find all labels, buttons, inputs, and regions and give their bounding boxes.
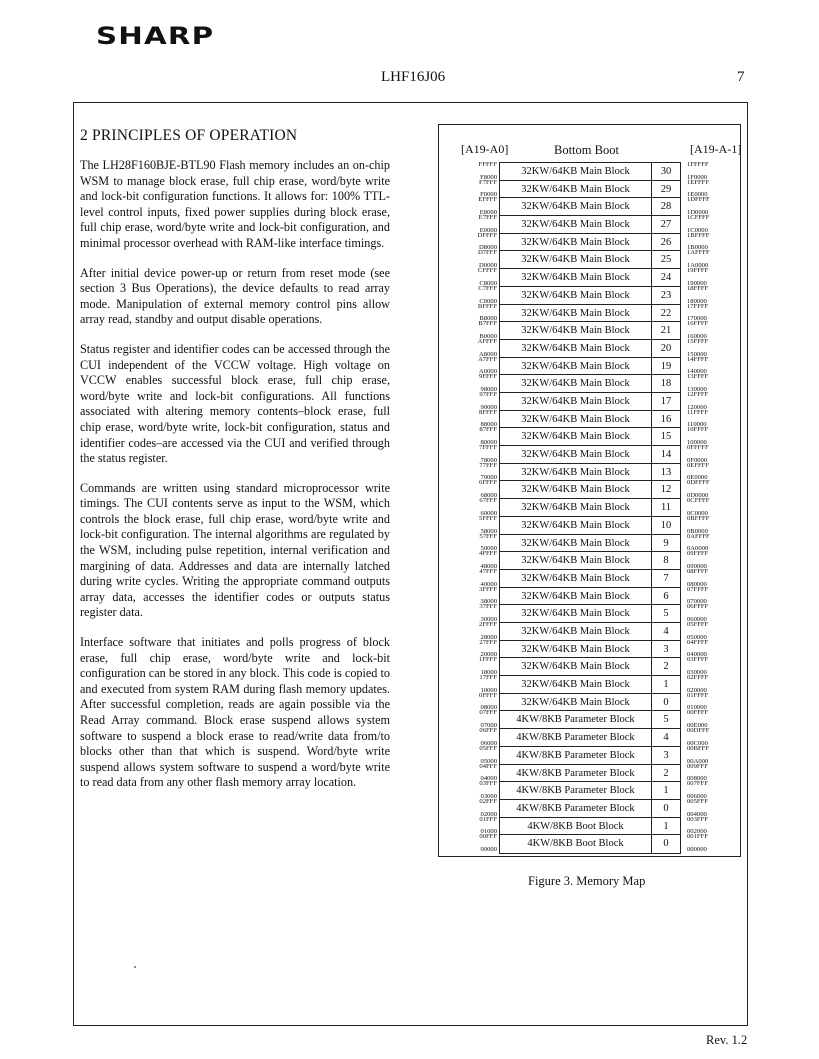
memory-block-number: 10 bbox=[660, 519, 672, 531]
address-label: 5FFFF bbox=[479, 514, 497, 522]
address-label: 05FFFF bbox=[687, 621, 709, 628]
address-label: 01FFF bbox=[479, 815, 497, 823]
address-label: 005FFF bbox=[687, 797, 708, 805]
address-label: 1C0000 bbox=[687, 226, 708, 234]
memory-block-number: 21 bbox=[660, 325, 672, 337]
address-label: 70000 bbox=[480, 474, 497, 482]
address-label: 1FFFF bbox=[479, 656, 497, 664]
address-label: 0E0000 bbox=[687, 474, 708, 482]
address-label: 140000 bbox=[687, 368, 707, 376]
address-label: 58000 bbox=[480, 527, 497, 535]
memory-block-name: 32KW/64KB Main Block bbox=[500, 375, 652, 392]
address-label: 57FFF bbox=[479, 532, 497, 540]
address-label: 50000 bbox=[480, 545, 497, 553]
stray-dot bbox=[134, 966, 136, 968]
address-label: 14FFFF bbox=[687, 355, 709, 363]
memory-block-number: 18 bbox=[660, 378, 672, 390]
address-label: 1A0000 bbox=[687, 262, 709, 270]
address-label: B8000 bbox=[479, 315, 497, 323]
address-label: 110000 bbox=[687, 421, 707, 429]
memory-block-name: 32KW/64KB Main Block bbox=[500, 623, 652, 640]
document-id: LHF16J06 bbox=[381, 69, 446, 85]
memory-block-row bbox=[500, 322, 680, 340]
address-label: 0EFFFF bbox=[687, 461, 709, 469]
address-label: 01000 bbox=[480, 828, 497, 836]
address-label: 0A0000 bbox=[687, 545, 709, 553]
memory-block-row bbox=[500, 358, 680, 376]
address-label: E7FFF bbox=[478, 214, 497, 222]
address-label: 98000 bbox=[480, 386, 497, 393]
memory-block-number: 13 bbox=[660, 466, 672, 478]
address-label: 010000 bbox=[687, 704, 707, 712]
memory-block-row bbox=[500, 305, 680, 323]
memory-block-row bbox=[500, 535, 680, 553]
memory-block-name: 32KW/64KB Main Block bbox=[500, 517, 652, 534]
memory-block-name: 32KW/64KB Main Block bbox=[500, 163, 652, 180]
memory-block-name: 32KW/64KB Main Block bbox=[500, 676, 652, 693]
memory-block-row bbox=[500, 605, 680, 623]
memory-block-number: 2 bbox=[663, 661, 669, 673]
memory-block-row bbox=[500, 694, 680, 712]
address-label: 3FFFF bbox=[479, 585, 497, 593]
address-label: 00C000 bbox=[687, 739, 708, 747]
address-label: 08000 bbox=[480, 704, 497, 712]
memory-block-number: 3 bbox=[663, 643, 669, 655]
memory-block-name: 32KW/64KB Main Block bbox=[500, 481, 652, 498]
address-label: 13FFFF bbox=[687, 373, 709, 381]
address-label: 87FFF bbox=[479, 426, 497, 434]
memory-block-number: 3 bbox=[663, 749, 669, 761]
address-label: 7FFFF bbox=[479, 444, 497, 452]
memory-block-number: 4 bbox=[663, 626, 669, 637]
memory-block-row bbox=[500, 623, 680, 641]
address-label: 48000 bbox=[480, 562, 497, 570]
memory-block-name: 32KW/64KB Main Block bbox=[500, 658, 652, 675]
memory-block-row bbox=[500, 800, 680, 818]
address-label: 0C0000 bbox=[687, 509, 708, 517]
address-label: 20000 bbox=[480, 651, 497, 659]
address-label: 08FFFF bbox=[687, 567, 709, 575]
memory-block-name: 4KW/8KB Parameter Block bbox=[500, 782, 652, 799]
address-label: 001FFF bbox=[687, 833, 708, 841]
memory-block-row bbox=[500, 464, 680, 482]
memory-block-name: 32KW/64KB Main Block bbox=[500, 428, 652, 445]
address-label: 04FFF bbox=[479, 762, 497, 770]
memory-block-name: 32KW/64KB Main Block bbox=[500, 588, 652, 605]
address-label: 07000 bbox=[480, 722, 497, 730]
memory-map-title: Bottom Boot bbox=[554, 143, 619, 157]
address-label: 0FFFFF bbox=[687, 444, 709, 452]
address-label: 00DFFF bbox=[687, 727, 710, 735]
address-label: 000000 bbox=[687, 846, 707, 853]
memory-block-row bbox=[500, 676, 680, 694]
address-label: 18000 bbox=[480, 669, 497, 677]
memory-block-number: 1 bbox=[663, 820, 669, 832]
address-label: 30000 bbox=[480, 616, 497, 623]
memory-block-row bbox=[500, 446, 680, 464]
memory-block-number: 14 bbox=[660, 449, 672, 461]
memory-block-row bbox=[500, 517, 680, 535]
address-label: 6FFFF bbox=[479, 479, 497, 487]
memory-block-number: 6 bbox=[663, 590, 669, 602]
memory-block-number: 29 bbox=[660, 183, 672, 195]
address-label: 002000 bbox=[687, 828, 707, 836]
address-label: 060000 bbox=[687, 616, 707, 623]
address-label: 88000 bbox=[480, 421, 497, 429]
memory-block-number: 30 bbox=[660, 166, 672, 177]
address-label: 11FFFF bbox=[687, 408, 709, 416]
memory-block-row bbox=[500, 375, 680, 393]
address-label: E0000 bbox=[479, 226, 497, 234]
address-label: 05000 bbox=[480, 757, 497, 765]
address-label: 19FFFF bbox=[687, 267, 709, 275]
address-label: 0BFFFF bbox=[687, 514, 710, 522]
address-label: 0B0000 bbox=[687, 527, 708, 535]
memory-block-row bbox=[500, 393, 680, 411]
address-label: FFFFF bbox=[478, 161, 497, 168]
address-label: CFFFF bbox=[477, 267, 497, 275]
memory-block-name: 32KW/64KB Main Block bbox=[500, 358, 652, 375]
memory-block-row bbox=[500, 570, 680, 588]
memory-block-row bbox=[500, 216, 680, 234]
memory-block-row bbox=[500, 641, 680, 659]
memory-block-number: 26 bbox=[660, 236, 672, 248]
memory-block-name: 32KW/64KB Main Block bbox=[500, 552, 652, 569]
memory-block-name: 32KW/64KB Main Block bbox=[500, 464, 652, 481]
address-label: 1D0000 bbox=[687, 209, 709, 217]
address-label: 030000 bbox=[687, 669, 707, 677]
address-label: 01FFFF bbox=[687, 691, 709, 699]
memory-block-name: 4KW/8KB Parameter Block bbox=[500, 800, 652, 817]
memory-block-name: 32KW/64KB Main Block bbox=[500, 446, 652, 463]
address-label: 1E0000 bbox=[687, 191, 708, 199]
memory-block-number: 20 bbox=[660, 342, 672, 354]
paragraph-5: Interface software that initiates and polls progress of block erase, full chip erase, word/byte write and lock-bit configuration can be stored in any block. This code is copied to and executed from system RAM during flash memory updates. After successful completion, reads are again possible via the Read Array command. Block erase suspend allows system software to suspend a block erase to read/write data from/to blocks other than that which is suspend. Word/byte write suspend allows system software to suspend a word/byte write to read data from any other flash memory array location. bbox=[80, 635, 390, 790]
address-label: 03FFFF bbox=[687, 656, 709, 664]
memory-block-row bbox=[500, 481, 680, 499]
address-label: 04FFFF bbox=[687, 638, 709, 646]
figure-caption: Figure 3. Memory Map bbox=[528, 874, 646, 888]
memory-block-number: 12 bbox=[660, 484, 672, 496]
memory-block-number: 15 bbox=[660, 431, 672, 443]
address-label: 03FFF bbox=[479, 780, 497, 788]
memory-block-number: 1 bbox=[663, 785, 669, 797]
address-label: 07FFF bbox=[479, 709, 497, 717]
memory-block-name: 32KW/64KB Main Block bbox=[500, 251, 652, 268]
memory-block-row bbox=[500, 835, 680, 853]
memory-block-number: 23 bbox=[660, 289, 672, 301]
address-label: A7FFF bbox=[477, 355, 497, 363]
address-label: DFFFF bbox=[477, 231, 497, 239]
memory-block-row bbox=[500, 181, 680, 199]
memory-block-number: 27 bbox=[660, 219, 672, 231]
memory-block-row bbox=[500, 287, 680, 305]
address-label: D8000 bbox=[479, 244, 497, 252]
memory-block-number: 25 bbox=[660, 254, 672, 266]
memory-block-number: 4 bbox=[663, 732, 669, 744]
paragraph-3: Status register and identifier codes can be accessed through the CUI independent of the VCCW voltage. High voltage on VCCW enables successful block erase, full chip erase, word/byte write and lock-bit configurations. All functions associated with altering memory contents–block erase, full chip erase, word/byte write, lock-bit configuration, status and identifier codes–are accessed via the CUI and verified through the status register. bbox=[80, 341, 390, 466]
memory-block-name: 32KW/64KB Main Block bbox=[500, 216, 652, 233]
memory-block-number: 0 bbox=[663, 696, 669, 708]
address-label: 003FFF bbox=[687, 815, 708, 823]
address-label: 00E000 bbox=[687, 722, 708, 730]
address-label: 007FFF bbox=[687, 780, 708, 788]
address-label: D0000 bbox=[479, 262, 497, 270]
address-label: AFFFF bbox=[477, 337, 497, 345]
address-label: C8000 bbox=[479, 279, 497, 287]
memory-block-row bbox=[500, 428, 680, 446]
address-label: 38000 bbox=[480, 598, 497, 606]
memory-block-row bbox=[500, 411, 680, 429]
memory-block-name: 32KW/64KB Main Block bbox=[500, 234, 652, 251]
address-label: 17FFF bbox=[479, 674, 497, 682]
address-label: D7FFF bbox=[477, 249, 497, 257]
address-label: 78000 bbox=[480, 456, 497, 464]
memory-block-number: 11 bbox=[660, 502, 672, 514]
address-label: 02000 bbox=[480, 810, 497, 818]
memory-block-name: 32KW/64KB Main Block bbox=[500, 641, 652, 658]
memory-block-row bbox=[500, 198, 680, 216]
address-label: 06FFF bbox=[479, 727, 497, 735]
memory-block-name: 4KW/8KB Parameter Block bbox=[500, 711, 652, 728]
address-label: 0D0000 bbox=[687, 492, 709, 500]
memory-block-row bbox=[500, 269, 680, 287]
address-label: 1BFFFF bbox=[687, 231, 710, 239]
address-label: 02FFFF bbox=[687, 674, 709, 682]
address-label: 06FFFF bbox=[687, 603, 709, 611]
address-label: 77FFF bbox=[479, 461, 497, 469]
address-label: 40000 bbox=[480, 580, 497, 588]
address-label: 18FFFF bbox=[687, 284, 709, 292]
address-label: 150000 bbox=[687, 350, 707, 358]
address-label: 00FFF bbox=[479, 833, 497, 841]
memory-block-row bbox=[500, 552, 680, 570]
address-label: 00FFFF bbox=[687, 709, 709, 717]
address-label: 160000 bbox=[687, 332, 707, 340]
memory-block-name: 32KW/64KB Main Block bbox=[500, 694, 652, 711]
memory-block-number: 9 bbox=[663, 537, 669, 549]
sharp-logo: SHARP bbox=[96, 22, 215, 50]
address-label: B0000 bbox=[479, 332, 497, 340]
paragraph-1: The LH28F160BJE-BTL90 Flash memory includes an on-chip WSM to manage block erase, full chip erase, word/byte write and lock-bit configuration functions. It allows for: 100% TTL-level control inputs, fixed power supplies during block erase, full chip erase, word/byte write and lock-bit configuration, and minimal processor overhead with RAM-like interface timings. bbox=[80, 158, 390, 250]
address-label: 130000 bbox=[687, 386, 707, 393]
address-label: B7FFF bbox=[478, 320, 497, 328]
memory-block-number: 8 bbox=[663, 555, 669, 567]
memory-block-name: 32KW/64KB Main Block bbox=[500, 605, 652, 622]
address-label: EFFFF bbox=[478, 196, 497, 204]
address-label: F7FFF bbox=[479, 178, 497, 186]
memory-block-name: 4KW/8KB Parameter Block bbox=[500, 747, 652, 764]
memory-block-number: 22 bbox=[660, 307, 672, 319]
address-label: A0000 bbox=[479, 368, 497, 376]
address-label: 02FFF bbox=[479, 797, 497, 805]
memory-block-name: 4KW/8KB Boot Block bbox=[500, 835, 652, 853]
address-label: 06000 bbox=[480, 739, 497, 747]
address-label: BFFFF bbox=[477, 302, 497, 310]
address-label: 020000 bbox=[687, 686, 707, 694]
memory-block-number: 7 bbox=[663, 572, 669, 584]
memory-block-name: 32KW/64KB Main Block bbox=[500, 322, 652, 339]
memory-block-name: 32KW/64KB Main Block bbox=[500, 411, 652, 428]
memory-block-number: 19 bbox=[660, 360, 672, 372]
memory-block-number: 17 bbox=[660, 396, 672, 407]
address-label: 00A000 bbox=[687, 757, 709, 765]
page-number: 7 bbox=[737, 69, 745, 85]
address-label: 00BFFF bbox=[687, 744, 709, 752]
memory-block-row bbox=[500, 782, 680, 800]
address-label: 27FFF bbox=[479, 638, 497, 646]
address-label: 1DFFFF bbox=[687, 196, 710, 204]
memory-block-name: 32KW/64KB Main Block bbox=[500, 570, 652, 587]
memory-block-name: 32KW/64KB Main Block bbox=[500, 305, 652, 322]
memory-block-row bbox=[500, 499, 680, 517]
address-label: 1FFFFF bbox=[687, 161, 709, 168]
address-label: 90000 bbox=[480, 403, 497, 411]
memory-block-row bbox=[500, 588, 680, 606]
address-label: 15FFFF bbox=[687, 337, 709, 345]
address-label: 090000 bbox=[687, 562, 707, 570]
address-label: 9FFFF bbox=[479, 373, 497, 381]
address-label: 1F0000 bbox=[687, 173, 708, 181]
memory-block-name: 4KW/8KB Parameter Block bbox=[500, 765, 652, 782]
address-label: 68000 bbox=[480, 492, 497, 500]
address-label: 120000 bbox=[687, 403, 707, 411]
body-text bbox=[80, 158, 390, 791]
memory-block-number: 0 bbox=[663, 802, 669, 814]
address-label: 100000 bbox=[687, 439, 707, 447]
memory-block-row bbox=[500, 163, 680, 181]
address-label: 0CFFFF bbox=[687, 497, 710, 505]
address-label: 37FFF bbox=[479, 603, 497, 611]
address-label: F8000 bbox=[480, 173, 497, 181]
address-label: 12FFFF bbox=[687, 391, 709, 398]
address-label: 070000 bbox=[687, 598, 707, 606]
address-label: 04000 bbox=[480, 775, 497, 783]
address-label: 03000 bbox=[480, 792, 497, 800]
memory-block-name: 4KW/8KB Boot Block bbox=[500, 818, 652, 835]
memory-block-row bbox=[500, 747, 680, 765]
left-address-header: [A19-A0] bbox=[461, 142, 509, 156]
memory-block-number: 2 bbox=[663, 767, 669, 779]
memory-map-table bbox=[499, 162, 681, 854]
address-label: 009FFF bbox=[687, 762, 708, 770]
address-label: 1EFFFF bbox=[687, 178, 709, 186]
address-label: 170000 bbox=[687, 315, 707, 323]
memory-block-name: 32KW/64KB Main Block bbox=[500, 535, 652, 552]
address-label: 80000 bbox=[480, 439, 497, 447]
address-label: 28000 bbox=[480, 633, 497, 641]
address-label: 97FFF bbox=[479, 391, 497, 398]
memory-block-row bbox=[500, 251, 680, 269]
memory-block-row bbox=[500, 340, 680, 358]
address-label: 8FFFF bbox=[479, 408, 497, 416]
memory-block-number: 1 bbox=[663, 679, 669, 691]
address-label: 040000 bbox=[687, 651, 707, 659]
address-label: 050000 bbox=[687, 633, 707, 641]
address-label: 180000 bbox=[687, 297, 707, 305]
address-label: 0AFFFF bbox=[687, 532, 710, 540]
memory-block-row bbox=[500, 765, 680, 783]
address-label: 16FFFF bbox=[687, 320, 709, 328]
memory-block-name: 32KW/64KB Main Block bbox=[500, 499, 652, 516]
memory-block-number: 5 bbox=[663, 608, 669, 620]
address-label: 006000 bbox=[687, 792, 707, 800]
address-label: 60000 bbox=[480, 509, 497, 517]
address-label: 008000 bbox=[687, 775, 707, 783]
address-label: 080000 bbox=[687, 580, 707, 588]
address-label: 0DFFFF bbox=[687, 479, 710, 487]
address-label: 190000 bbox=[687, 279, 707, 287]
address-label: 1B0000 bbox=[687, 244, 708, 252]
memory-block-row bbox=[500, 818, 680, 836]
address-label: 00000 bbox=[480, 846, 497, 853]
address-label: 1AFFFF bbox=[687, 249, 710, 257]
address-label: 17FFFF bbox=[687, 302, 709, 310]
address-label: E8000 bbox=[479, 209, 497, 217]
revision-label: Rev. 1.2 bbox=[706, 1033, 748, 1047]
address-label: 0FFFF bbox=[479, 691, 497, 699]
memory-block-row bbox=[500, 711, 680, 729]
memory-block-row bbox=[500, 234, 680, 252]
paragraph-2: After initial device power-up or return from reset mode (see section 3 Bus Operations), the device defaults to read array mode. Manipulation of external memory control pins allow array read, standby and output disable operations. bbox=[80, 265, 390, 327]
memory-block-number: 0 bbox=[663, 838, 669, 850]
address-label: 09FFFF bbox=[687, 550, 709, 558]
address-label: 4FFFF bbox=[479, 550, 497, 558]
address-label: C0000 bbox=[479, 297, 497, 305]
memory-block-name: 32KW/64KB Main Block bbox=[500, 198, 652, 215]
memory-block-name: 32KW/64KB Main Block bbox=[500, 340, 652, 357]
section-title: 2 PRINCIPLES OF OPERATION bbox=[80, 127, 298, 144]
address-label: 05FFF bbox=[479, 744, 497, 752]
address-label: 1CFFFF bbox=[687, 214, 710, 222]
address-label: 47FFF bbox=[479, 567, 497, 575]
right-address-header: [A19-A-1] bbox=[690, 142, 742, 156]
memory-block-name: 32KW/64KB Main Block bbox=[500, 393, 652, 410]
memory-block-number: 24 bbox=[660, 272, 672, 284]
memory-block-row bbox=[500, 729, 680, 747]
address-label: 10000 bbox=[480, 686, 497, 694]
memory-block-name: 4KW/8KB Parameter Block bbox=[500, 729, 652, 746]
address-label: 004000 bbox=[687, 810, 707, 818]
memory-block-name: 32KW/64KB Main Block bbox=[500, 287, 652, 304]
memory-block-number: 28 bbox=[660, 201, 672, 213]
address-label: 10FFFF bbox=[687, 426, 709, 434]
memory-block-number: 5 bbox=[663, 714, 669, 726]
memory-block-number: 16 bbox=[660, 413, 672, 425]
address-label: 0F0000 bbox=[687, 456, 708, 464]
address-label: 67FFF bbox=[479, 497, 497, 505]
memory-block-name: 32KW/64KB Main Block bbox=[500, 181, 652, 198]
paragraph-4: Commands are written using standard microprocessor write timings. The CUI contents serve as input to the WSM, which controls the block erase, full chip erase, word/byte write and lock-bit configuration. The internal algorithms are regulated by the WSM, including pulse repetition, internal verification and margining of data. Addresses and data are internally latched during write cycles. Writing the appropriate command outputs array data, accesses the identifier codes or outputs status register data. bbox=[80, 480, 390, 620]
memory-block-name: 32KW/64KB Main Block bbox=[500, 269, 652, 286]
memory-block-row bbox=[500, 658, 680, 676]
address-label: 2FFFF bbox=[479, 621, 497, 628]
address-label: A8000 bbox=[479, 350, 497, 358]
address-label: 07FFFF bbox=[687, 585, 709, 593]
address-label: F0000 bbox=[480, 191, 497, 199]
address-label: C7FFF bbox=[478, 284, 497, 292]
